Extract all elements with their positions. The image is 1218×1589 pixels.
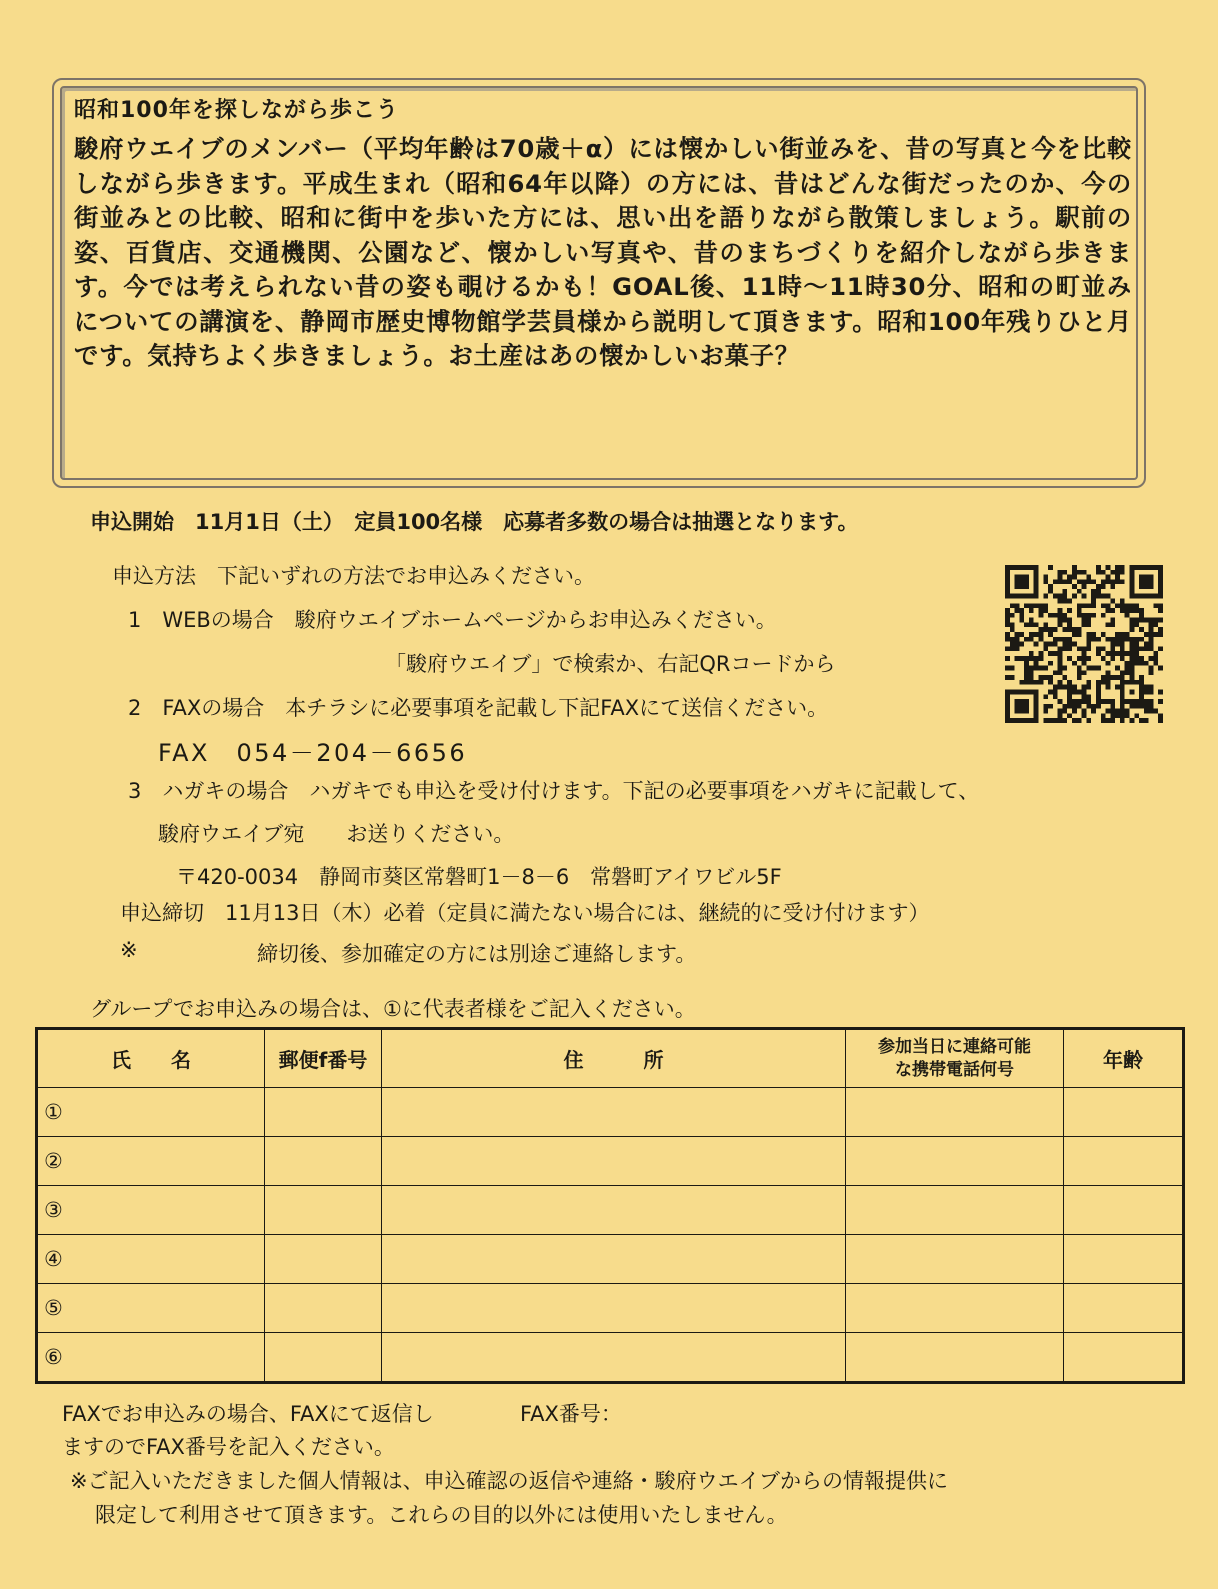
row-number: ⑥	[44, 1345, 63, 1369]
phone-cell[interactable]	[846, 1137, 1064, 1186]
row-number: ③	[44, 1198, 63, 1222]
zip-cell[interactable]	[265, 1284, 382, 1333]
age-cell[interactable]	[1064, 1137, 1184, 1186]
phone-cell[interactable]	[846, 1186, 1064, 1235]
intro-title: 昭和100年を探しながら歩こう	[74, 98, 399, 123]
name-cell[interactable]	[37, 1235, 265, 1284]
fax-method: 2 FAXの場合 本チラシに必要事項を記載し下記FAXにて送信ください。	[128, 696, 829, 720]
header-phone	[846, 1029, 1064, 1088]
name-cell[interactable]	[37, 1088, 265, 1137]
table-row	[37, 1137, 1184, 1186]
table-row	[37, 1284, 1184, 1333]
application-start: 申込開始 11月1日（土） 定員100名様 応募者多数の場合は抽選となります。	[90, 510, 859, 534]
header-address: 住 所	[382, 1029, 846, 1088]
application-method: 申込方法 下記いずれの方法でお申込みください。	[112, 564, 595, 588]
table-row	[37, 1186, 1184, 1235]
zip-cell[interactable]	[265, 1333, 382, 1383]
row-number: ②	[44, 1149, 63, 1173]
application-deadline: 申込締切 11月13日（木）必着（定員に満たない場合には、継続的に受け付けます）	[120, 901, 930, 925]
note-mark: ※	[120, 938, 138, 962]
application-form-table	[35, 1027, 1185, 1384]
web-method: 1 WEBの場合 駿府ウエイブホームページからお申込みください。	[128, 608, 777, 632]
address-cell[interactable]	[382, 1333, 846, 1383]
zip-cell[interactable]	[265, 1186, 382, 1235]
postcard-recipient: 駿府ウエイブ宛 お送りください。	[158, 822, 515, 846]
fax-reply-note-1: FAXでお申込みの場合、FAXにて返信し	[62, 1402, 434, 1426]
phone-cell[interactable]	[846, 1088, 1064, 1137]
table-row	[37, 1235, 1184, 1284]
age-cell[interactable]	[1064, 1333, 1184, 1383]
name-cell[interactable]	[37, 1137, 265, 1186]
name-cell[interactable]	[37, 1186, 265, 1235]
phone-cell[interactable]	[846, 1333, 1064, 1383]
table-row	[37, 1333, 1184, 1383]
privacy-note-2: 限定して利用させて頂きます。これらの目的以外には使用いたしません。	[95, 1503, 788, 1527]
row-number: ⑤	[44, 1296, 63, 1320]
table-row	[37, 1088, 1184, 1137]
fax-number: FAX 054－204－6656	[158, 739, 468, 767]
age-cell[interactable]	[1064, 1235, 1184, 1284]
age-cell[interactable]	[1064, 1284, 1184, 1333]
age-cell[interactable]	[1064, 1186, 1184, 1235]
row-number: ①	[44, 1100, 63, 1124]
phone-cell[interactable]	[846, 1235, 1064, 1284]
privacy-note-1: ※ご記入いただきました個人情報は、申込確認の返信や連絡・駿府ウエイブからの情報提供に	[70, 1469, 948, 1493]
row-number: ④	[44, 1247, 63, 1271]
zip-cell[interactable]	[265, 1088, 382, 1137]
confirmation-note: 締切後、参加確定の方には別途ご連絡します。	[257, 942, 697, 966]
header-zip: 郵便f番号	[265, 1029, 382, 1088]
header-name: 氏 名	[37, 1029, 265, 1088]
postal-address: 〒420-0034 静岡市葵区常磐町1－8－6 常磐町アイワビル5F	[176, 865, 782, 889]
name-cell[interactable]	[37, 1333, 265, 1383]
fax-reply-note-2: ますのでFAX番号を記入ください。	[62, 1435, 395, 1459]
address-cell[interactable]	[382, 1284, 846, 1333]
age-cell[interactable]	[1064, 1088, 1184, 1137]
phone-cell[interactable]	[846, 1284, 1064, 1333]
header-age: 年齢	[1064, 1029, 1184, 1088]
header-phone-line-1: 参加当日に連絡可能	[878, 1036, 1031, 1057]
intro-body: 駿府ウエイブのメンバー（平均年齢は70歳＋α）には懐かしい街並みを、昔の写真と今を比較しながら歩きます。平成生まれ（昭和64年以降）の方には、昔はどんな街だったのか、今の街並みとの比較、昭和に街中を歩いた方には、思い出を語りながら散策しましょう。駅前の姿、百貨店、交通機関、公園など、懐かしい写真や、昔のまちづくりを紹介しながら歩きます。今では考えられない昔の姿も覗けるかも！GOAL後、11時～11時30分、昭和の町並みについての講演を、静岡市歴史博物館学芸員様から説明して頂きます。昭和100年残りひと月です。気持ちよく歩きましょう。お土産はあの懐かしいお菓子？	[74, 134, 1132, 370]
fax-number-label: FAX番号：	[520, 1402, 622, 1426]
zip-cell[interactable]	[265, 1235, 382, 1284]
zip-cell[interactable]	[265, 1137, 382, 1186]
postcard-method: 3 ハガキの場合 ハガキでも申込を受け付けます。下記の必要事項をハガキに記載して、	[128, 779, 980, 803]
address-cell[interactable]	[382, 1235, 846, 1284]
qr-code[interactable]	[1005, 565, 1163, 723]
header-phone-line-2: な携帯電話何号	[895, 1059, 1014, 1080]
web-method-sub: 「駿府ウエイブ」で検索か、右記QRコードから	[385, 652, 836, 676]
address-cell[interactable]	[382, 1088, 846, 1137]
group-note: グループでお申込みの場合は、①に代表者様をご記入ください。	[90, 997, 696, 1021]
name-cell[interactable]	[37, 1284, 265, 1333]
address-cell[interactable]	[382, 1137, 846, 1186]
table-header-row	[37, 1029, 1184, 1088]
address-cell[interactable]	[382, 1186, 846, 1235]
